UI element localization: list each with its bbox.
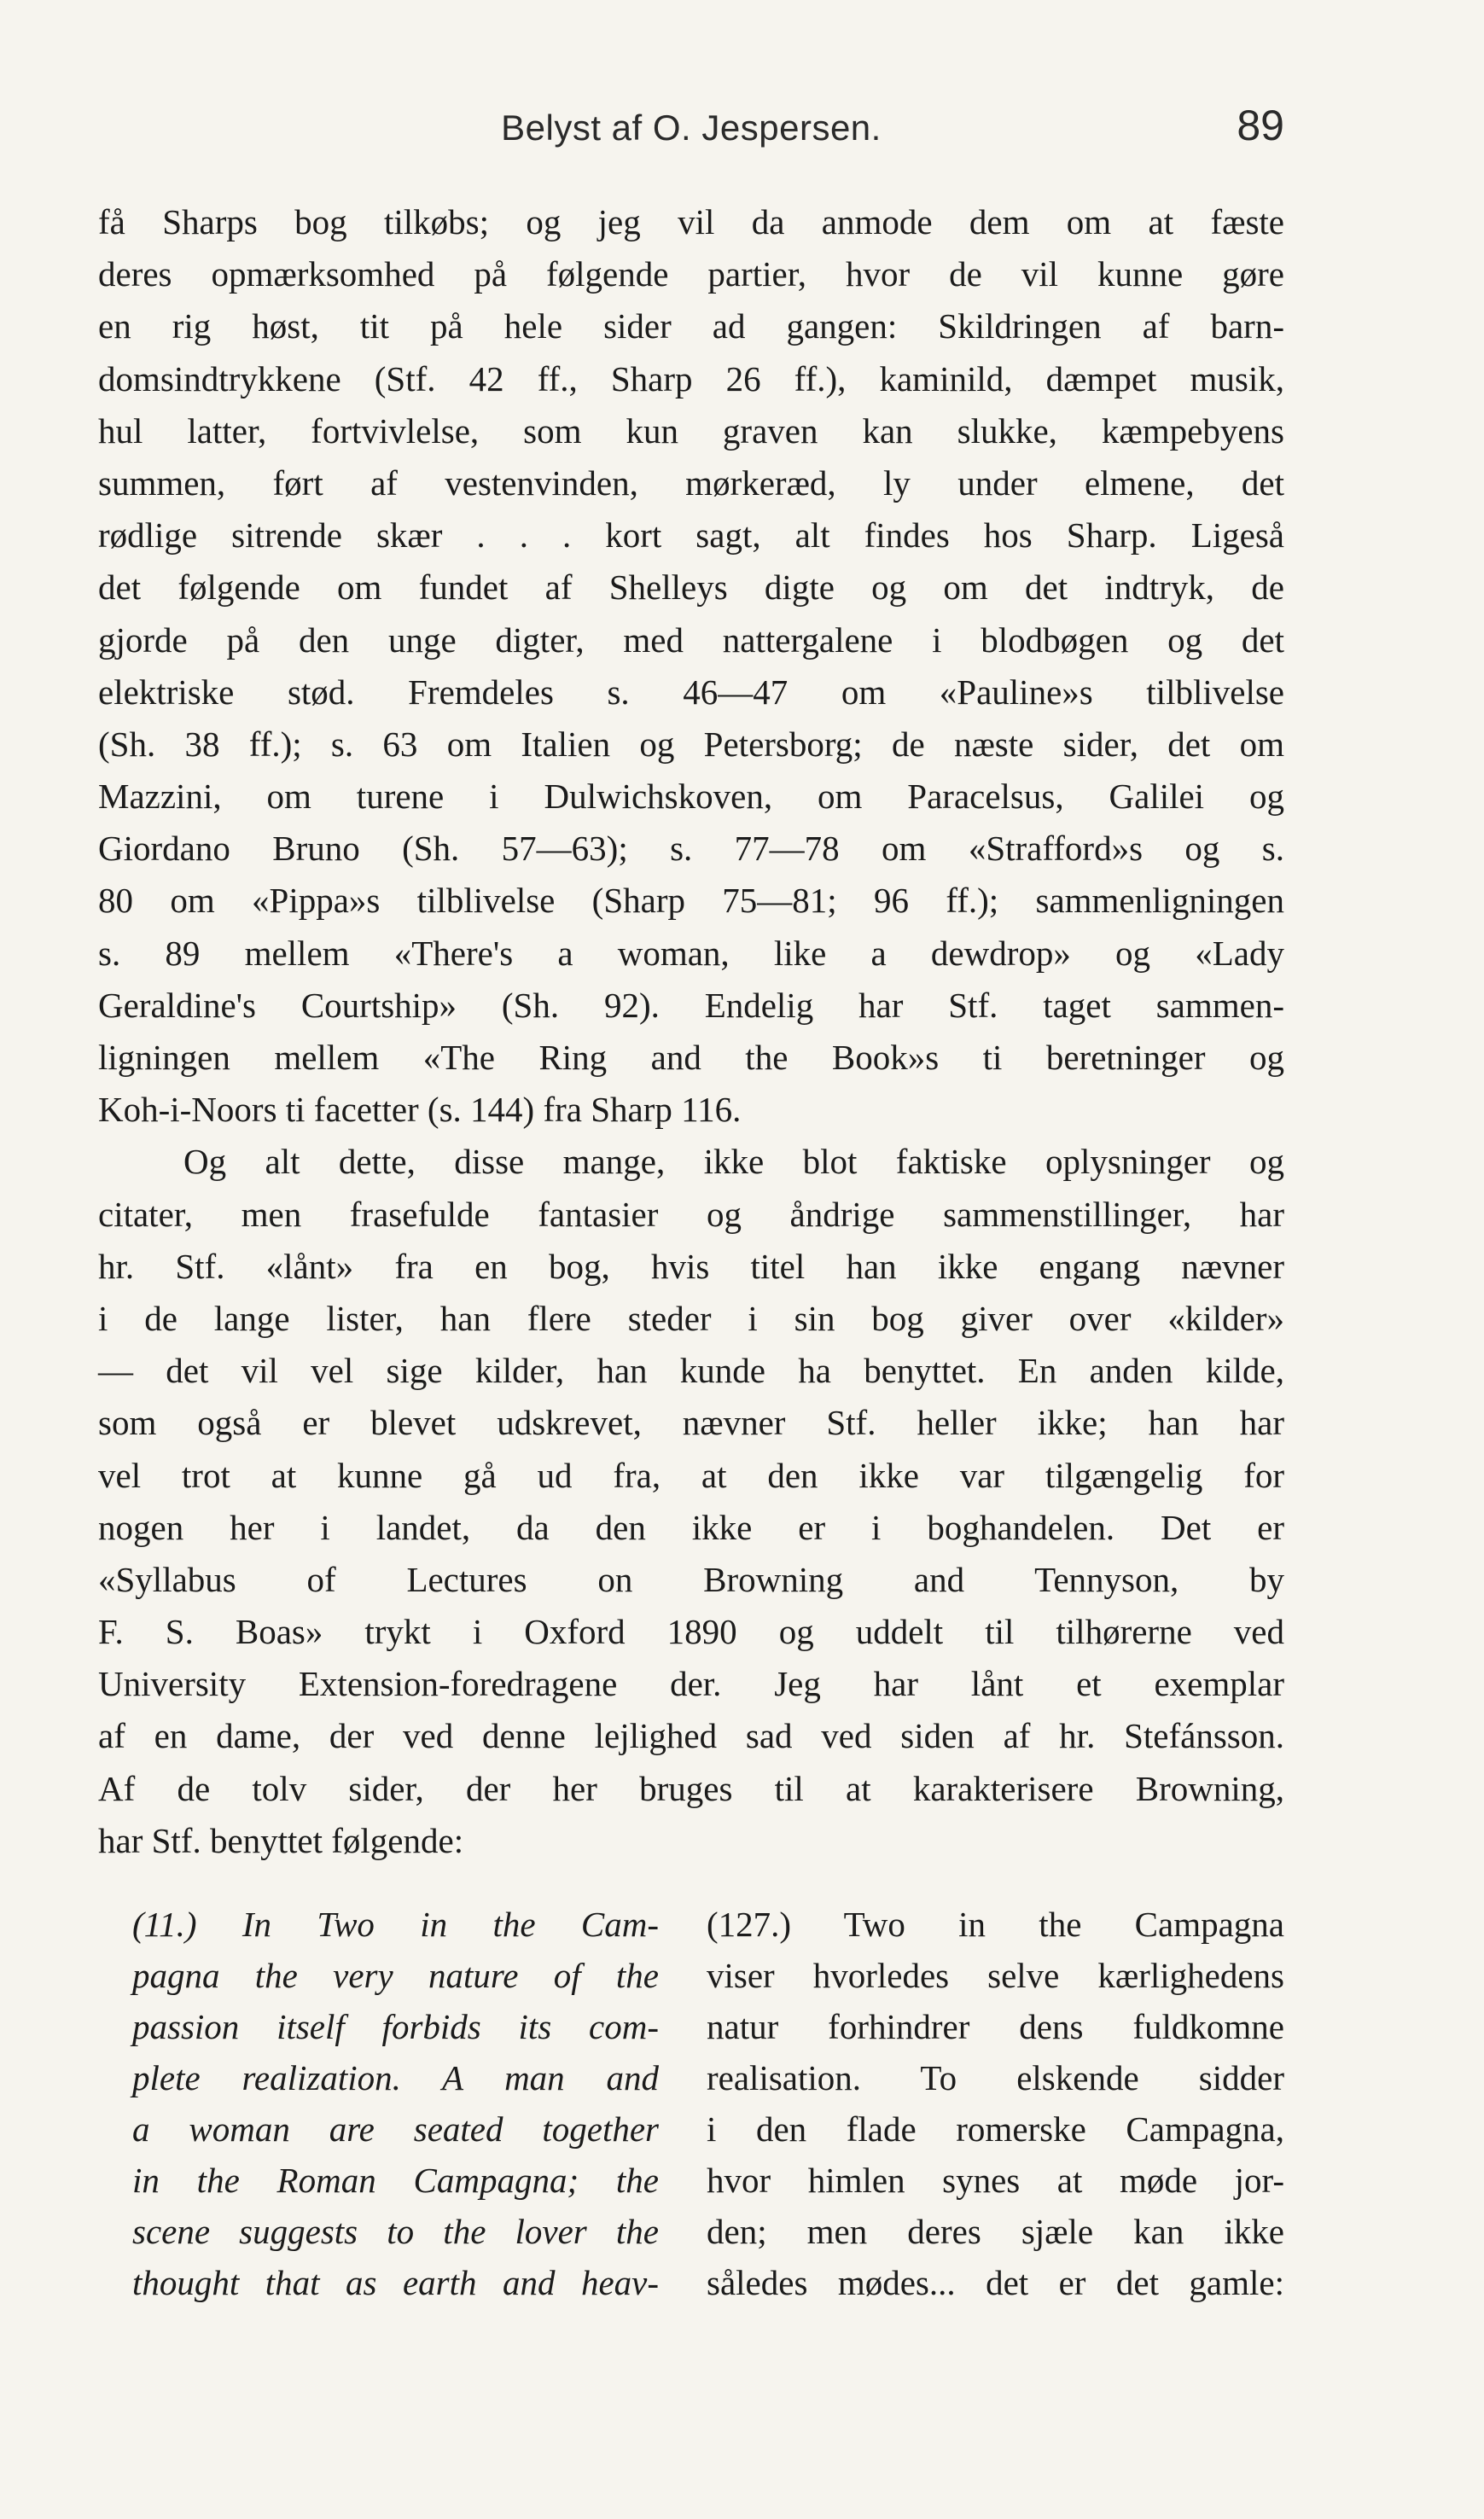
text-line: ligningen mellem «The Ring and the Book»s ti beretninger og bbox=[98, 1038, 1284, 1077]
column-line: således mødes... det er det gamle: bbox=[707, 2263, 1284, 2302]
column-line: realisation. To elskende sidder bbox=[707, 2058, 1284, 2097]
text-line: af en dame, der ved denne lejlighed sad ved siden af hr. Stefánsson. bbox=[98, 1716, 1284, 1756]
text-line: F. S. Boas» trykt i Oxford 1890 og uddelt til tilhørerne ved bbox=[98, 1612, 1284, 1652]
danish-column bbox=[707, 1899, 1284, 2308]
column-line: viser hvorledes selve kærlighedens bbox=[707, 1956, 1284, 1995]
column-line: (11.) In Two in the Cam- bbox=[132, 1905, 659, 1944]
page-number: 89 bbox=[1237, 102, 1284, 149]
column-line: i den flade romerske Campagna, bbox=[707, 2109, 1284, 2149]
column-line: thought that as earth and heav- bbox=[132, 2263, 659, 2302]
text-line: en rig høst, tit på hele sider ad gangen: Skildringen af barn- bbox=[98, 306, 1284, 346]
column-line: in the Roman Campagna; the bbox=[132, 2161, 659, 2200]
text-line: hul latter, fortvivlelse, som kun graven kan slukke, kæmpebyens bbox=[98, 410, 1284, 451]
text-line: Mazzini, om turene i Dulwichskoven, om Paracelsus, Galilei og bbox=[98, 777, 1284, 817]
text-line: elektriske stød. Fremdeles s. 46—47 om «Pauline»s tilblivelse bbox=[98, 672, 1284, 712]
text-line: Giordano Bruno (Sh. 57—63); s. 77—78 om «Strafford»s og s. bbox=[98, 829, 1284, 869]
text-line: citater, men frasefulde fantasier og åndrige sammenstillinger, har bbox=[98, 1194, 1284, 1234]
text-line: gjorde på den unge digter, med nattergalene i blodbøgen og det bbox=[98, 620, 1284, 660]
column-line: a woman are seated together bbox=[132, 2109, 659, 2149]
body-text bbox=[98, 196, 1284, 1867]
text-line: det følgende om fundet af Shelleys digte og om det indtryk, de bbox=[98, 567, 1284, 608]
text-line: nogen her i landet, da den ikke er i boghandelen. Det er bbox=[98, 1507, 1284, 1547]
english-column bbox=[132, 1899, 659, 2308]
text-line: som også er blevet udskrevet, nævner Stf. heller ikke; han har bbox=[98, 1403, 1284, 1443]
text-line: «Syllabus of Lectures on Browning and Tennyson, by bbox=[98, 1559, 1284, 1599]
column-line: pagna the very nature of the bbox=[132, 1956, 659, 1995]
text-line: Koh-i-Noors ti facetter (s. 144) fra Sharp 116. bbox=[98, 1090, 742, 1130]
column-line: passion itself forbids its com- bbox=[132, 2007, 659, 2046]
column-line: (127.) Two in the Campagna bbox=[707, 1905, 1284, 1944]
text-line: University Extension-foredragene der. Jeg har lånt et exemplar bbox=[98, 1664, 1284, 1704]
running-head: Belyst af O. Jespersen. bbox=[501, 108, 882, 148]
text-line: deres opmærksomhed på følgende partier, hvor de vil kunne gøre bbox=[98, 254, 1284, 294]
text-line: domsindtrykkene (Stf. 42 ff., Sharp 26 ff.), kaminild, dæmpet musik, bbox=[98, 358, 1284, 399]
text-line: har Stf. benyttet følgende: bbox=[98, 1820, 464, 1860]
text-line: 80 om «Pippa»s tilblivelse (Sharp 75—81; 96 ff.); sammenligningen bbox=[98, 881, 1284, 921]
text-line: vel trot at kunne gå ud fra, at den ikke var tilgængelig for bbox=[98, 1455, 1284, 1495]
text-line: få Sharps bog tilkøbs; og jeg vil da anmode dem om at fæste bbox=[98, 202, 1284, 241]
text-line: Og alt dette, disse mange, ikke blot faktiske oplysninger og bbox=[183, 1142, 1284, 1182]
column-line: hvor himlen synes at møde jor- bbox=[707, 2161, 1284, 2200]
text-line: hr. Stf. «lånt» fra en bog, hvis titel han ikke engang nævner bbox=[98, 1246, 1284, 1286]
text-line: i de lange lister, han flere steder i sin bog giver over «kilder» bbox=[98, 1298, 1284, 1338]
column-line: den; men deres sjæle kan ikke bbox=[707, 2212, 1284, 2251]
text-line: summen, ført af vestenvinden, mørkeræd, ly under elmene, det bbox=[98, 462, 1284, 503]
column-line: natur forhindrer dens fuldkomne bbox=[707, 2007, 1284, 2046]
text-line: rødlige sitrende skær . . . kort sagt, alt findes hos Sharp. Ligeså bbox=[98, 515, 1284, 556]
parallel-quotation bbox=[132, 1899, 1284, 2342]
text-line: (Sh. 38 ff.); s. 63 om Italien og Petersborg; de næste sider, det om bbox=[98, 724, 1284, 764]
text-line: s. 89 mellem «There's a woman, like a dewdrop» og «Lady bbox=[98, 933, 1284, 973]
column-line: plete realization. A man and bbox=[132, 2058, 659, 2097]
text-line: Geraldine's Courtship» (Sh. 92). Endelig har Stf. taget sammen- bbox=[98, 985, 1284, 1025]
page-header bbox=[98, 101, 1284, 160]
text-line: Af de tolv sider, der her bruges til at karakterisere Browning, bbox=[98, 1768, 1284, 1808]
text-line: — det vil vel sige kilder, han kunde ha benyttet. En anden kilde, bbox=[98, 1351, 1284, 1391]
column-line: scene suggests to the lover the bbox=[132, 2212, 659, 2251]
